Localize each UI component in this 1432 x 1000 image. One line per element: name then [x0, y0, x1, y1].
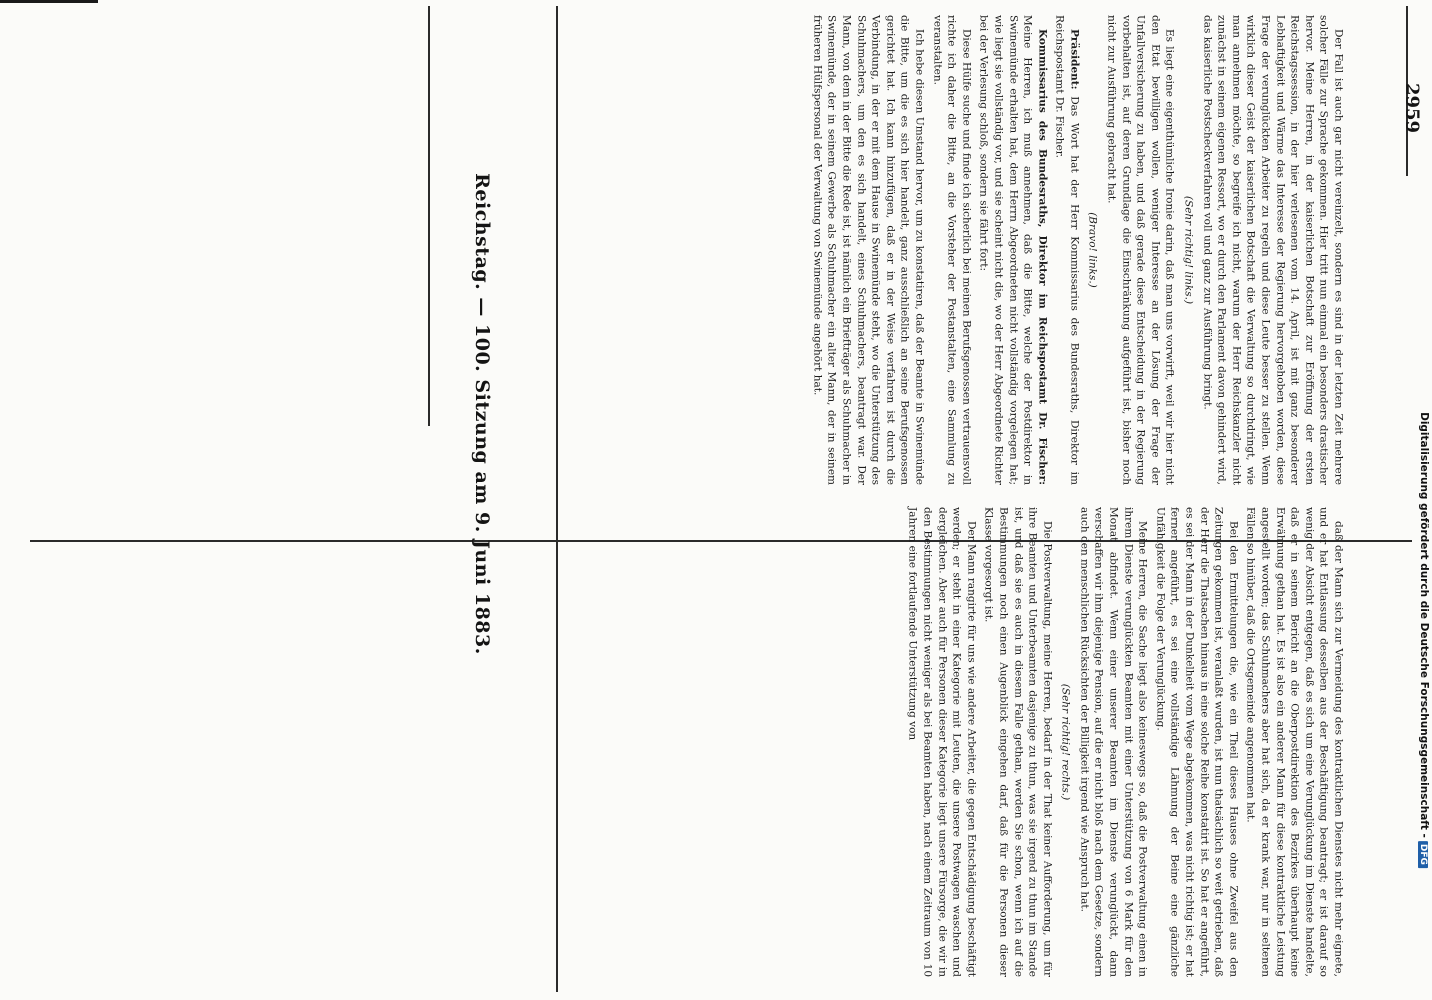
president-text: Das Wort hat der Herr Kommissarius des Bundesraths, Direktor im Reichspostamt Dr. Fischer. [1053, 15, 1081, 485]
paragraph: Die Postverwaltung, meine Herren, bedarf in der That keiner Aufforderung, um für ihre Beamten und Unterbeamten dasjenige zu thun, was sie irgend zu thun im Stande ist, und daß sie es auch in diesem Falle gethan, werden Sie schon, wenn ich auf die Bestimmungen noch einen Augenblick eingehen darf, daß für die Personen dieser Klasse vorgesorgt ist. [982, 507, 1054, 977]
credit-text: Digitalisierung gefördert durch die Deutsche Forschungsgemeinschaft - [1418, 412, 1430, 838]
quotation: Diese Hülfe suche und finde ich sicherlich bei meinen Berufsgenossen vertrauensvoll richte ich daher die Bitte, an die Vorsteher der Postanstalten, eine Sammlung zu veranstalten. [931, 15, 973, 485]
paragraph: Der Fall ist auch gar nicht vereinzelt, sondern es sind in der letzten Zeit mehrere solcher Fälle zur Sprache gekommen. Hier tritt nun einmal ein besonders drastischer hervor. Meine Herren, in der kaiserlichen Botschaft zur Eröffnung der ersten Reichstagssession, in der hier verlesenen vom 14. April, ist mit ganz besonderer Lebhaftigkeit und Wärme das Interesse der Regierung hervorgehoben worden, diese Frage der verunglückten Arbeiter zu regeln und diese Leute besser zu stellen. Wenn wirklich dieser Geist der kaiserlichen Botschaft die Verwaltung so durchdringt, wie man annehmen möchte, so begreife ich nicht, warum der Herr Reichskanzler nicht zunächst in seinem eigenen Ressort, wo er durch den Parlament davon gehindert wird, das kaiserliche Postscheckverfahren voll und ganz zur Ausführung bringt. [1201, 15, 1345, 485]
paragraph: daß der Mann sich zur Vermeidung des kontraktlichen Dienstes nicht mehr eignete, und er hat Entlassung desselben aus der Beschäftigung beantragt; er ist darauf so wenig der Absicht entgegen, daß es sich um eine Verunglückung im Dienste handelte, daß er in seinem Bericht an die Oberpostdirektion des Bezirkes überhaupt keine Erwähnung gethan hat. Es ist also ein anderer Mann für diese kontraktliche Leistung angestellt worden; das Schuhmachers aber hat sich, da er krank war, nur in seltenen Fällen so hinüber, daß die Ortsgemeinde angenommen hat. [1244, 507, 1345, 977]
paragraph: Es liegt eine eigenthümliche Ironie darin, daß man uns vorwirft, weil wir hier nicht den Etat bewilligen wollen, weniger Interesse an der Lösung der Frage der Unfallversicherung zu haben, und daß gerade diese Entscheidung in der Regierung vorbehalten ist, auf deren Grundlage die Einschränkung aufgeführt ist, bisher noch nicht zur Ausführung gebracht hat. [1105, 15, 1176, 485]
paragraph: Bei den Ermittelungen die, wie ein Theil dieses Hauses ohne Zweifel aus den Zeitungen gekommen ist, veranlaßt wurden, ist nun thatsächlich so weit getrieben, daß der Herr die Thatsachen hinaus in eine solche Reihe konstatirt ist. So hat er angeführt, es sei der Mann in der Dunkelheit vom Wege abgekommen, was nicht richtig ist; er hat ferner angeführt, es sei eine vollständige Lähmung der Beine eine gänzliche Unfähigkeit die Folge der Verunglückung. [1154, 507, 1240, 977]
paragraph: Der Mann rangirte für uns wie andere Arbeiter, die gegen Entschädigung beschäftigt werden; er steht in einer Kategorie mit Leuten, die unsere Postwagen waschen und dergleichen. Aber auch für Personen dieser Kategorie liegt unsere Fürsorge, die wir in den Bestimmungen nicht weniger als bei Beamten haben, nach einem Zeitraum von 10 Jahren eine fortlaufende Unterstützung von [906, 507, 978, 977]
text-column-right [906, 507, 1346, 977]
applause-note: (Sehr richtig! links.) [1182, 195, 1195, 305]
speaker-text: Meine Herren, ich muß annehmen, daß die Bitte, welche der Postdirektor in Swinemünde erhalten hat, dem Herrn Abgeordneten nicht vollständig vorgelegen hat; wie liegt sie vollständig vor, und sie scheint nicht die, wo der Herr Abgeordnete Richter bei der Verlesung schloß, sondern sie fährt fort: [977, 15, 1034, 485]
page-number: 2959 [1401, 82, 1423, 134]
paragraph: Meine Herren, die Sache liegt also keineswegs so, daß die Postverwaltung einen in ihrem Dienste verunglückten Beamten mit einer Unterstützung von 6 Mark für den Monat abfindet. Wenn einer unserer Beamten im Dienste verunglückt, dann verschaffen wir ihm diejenige Pension, auf die er nicht bloß nach dem Gesetze, sondern auch den menschlichen Rücksichten der Billigkeit irgend wie Anspruch hat. [1078, 507, 1149, 977]
text-column-left [811, 15, 1346, 485]
paragraph [976, 15, 1049, 485]
paragraph [1052, 15, 1081, 485]
header-rule-left [428, 6, 430, 426]
applause-note: (Sehr richtig! rechts.) [1059, 683, 1072, 801]
column-divider [556, 6, 558, 992]
paragraph: Ich hebe diesen Umstand hervor, um zu konstatiren, daß der Beamte in Swinemünde die Bitte, um die es sich hier handelt, ganz ausschließlich an seine Berufsgenossen gerichtet hat. Ich kann hinzufügen, daß er in der Weise verfahren ist durch die Verbindung, in der er mit dem Hause in Swinemünde steht, wo die Unterstützung des Schuhmachers, um den es sich handelt, eines Schuhmachers, beantragt war. Der Mann, von dem in der Bitte die Rede ist, ist nämlich ein Briefträger als Schuhmacher in Swinemünde, der in seinem Gewerbe als Schuhmacher ein alter Mann, der in seinem früheren Hülfspersonal der Verwaltung von Swinemünde angehört hat. [811, 15, 926, 485]
page-header-title: Reichstag. — 100. Sitzung am 9. Juni 1883. [471, 173, 493, 655]
applause-note: (Bravo! links.) [1087, 212, 1099, 288]
digitization-credit [1418, 412, 1430, 868]
speaker-label: Kommissarius des Bundesraths, Direktor im Reichspostamt Dr. Fischer: [1036, 29, 1049, 485]
president-label: Präsident: [1068, 29, 1081, 90]
scan-edge-mark [0, 0, 98, 3]
dfg-logo: DFG [1418, 841, 1428, 868]
